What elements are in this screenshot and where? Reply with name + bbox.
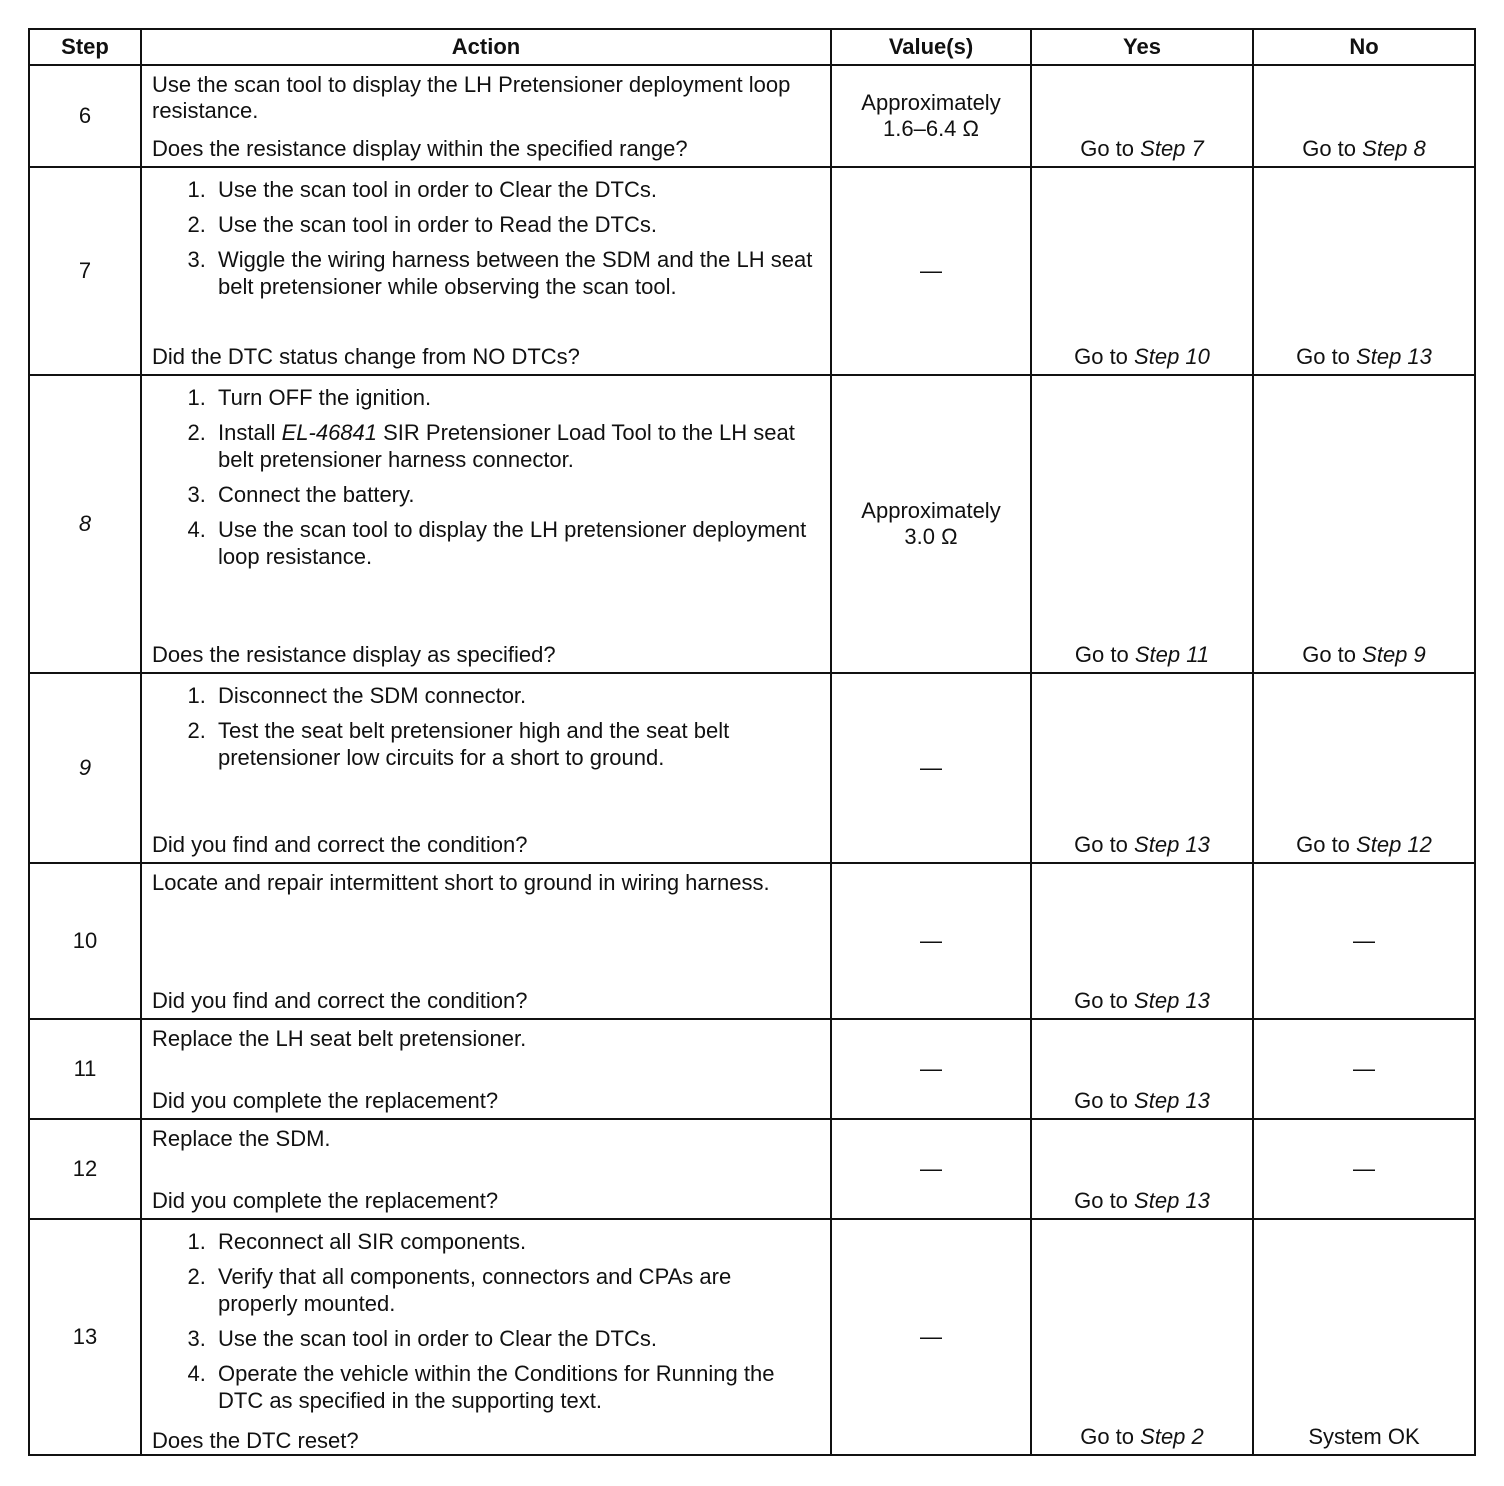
- no-cell: [1253, 375, 1475, 673]
- yes-link[interactable]: Go to Step 10: [1074, 344, 1210, 369]
- action-step-item: 3. Wiggle the wiring harness between the SDM and the LH seat belt pretensioner while observing the scan tool.: [212, 246, 816, 300]
- value-cell: [831, 673, 1031, 863]
- no-dash: —: [1353, 1156, 1375, 1181]
- value-line: 3.0 Ω: [904, 524, 958, 549]
- step-number-cell: [29, 863, 141, 1019]
- table-row: [29, 65, 1475, 167]
- value-cell: [831, 375, 1031, 673]
- action-step-item: 1. Use the scan tool in order to Clear the DTCs.: [212, 176, 816, 203]
- table-row: [29, 375, 1475, 673]
- action-cell: [141, 375, 831, 673]
- action-cell: [141, 1019, 831, 1119]
- action-steps-list: [152, 1228, 816, 1422]
- action-step-item: 4. Operate the vehicle within the Conditions for Running the DTC as specified in the supporting text.: [212, 1360, 816, 1414]
- yes-cell: [1031, 1219, 1253, 1455]
- yes-cell: [1031, 863, 1253, 1019]
- action-question: Did the DTC status change from NO DTCs?: [152, 344, 580, 369]
- yes-cell: [1031, 673, 1253, 863]
- action-question: Did you find and correct the condition?: [152, 988, 528, 1013]
- value-dash: —: [920, 928, 942, 953]
- action-step-item: 1. Disconnect the SDM connector.: [212, 682, 816, 709]
- table-row: [29, 167, 1475, 375]
- action-step-item: 3. Use the scan tool in order to Clear the DTCs.: [212, 1325, 816, 1352]
- step-number-cell: [29, 673, 141, 863]
- no-link[interactable]: Go to Step 13: [1296, 344, 1432, 369]
- step-number-cell: [29, 167, 141, 375]
- no-dash: —: [1353, 1056, 1375, 1081]
- action-step-item: 4. Use the scan tool to display the LH pretensioner deployment loop resistance.: [212, 516, 816, 570]
- action-step-item: 2. Install EL-46841 SIR Pretensioner Load Tool to the LH seat belt pretensioner harness connector.: [212, 419, 816, 473]
- table-row: [29, 863, 1475, 1019]
- yes-cell: [1031, 65, 1253, 167]
- table-row: [29, 1219, 1475, 1455]
- value-line: Approximately: [861, 90, 1001, 115]
- action-steps-list: [152, 176, 816, 308]
- value-dash: —: [920, 1056, 942, 1081]
- yes-link[interactable]: Go to Step 7: [1080, 136, 1204, 161]
- yes-link[interactable]: Go to Step 2: [1080, 1424, 1204, 1449]
- value-cell: [831, 65, 1031, 167]
- header-step: Step: [29, 29, 141, 65]
- no-dash: —: [1353, 928, 1375, 953]
- action-question: Does the DTC reset?: [152, 1428, 359, 1453]
- yes-cell: [1031, 167, 1253, 375]
- action-cell: [141, 65, 831, 167]
- action-description: Use the scan tool to display the LH Pretensioner deployment loop resistance.: [152, 72, 791, 123]
- no-cell: [1253, 167, 1475, 375]
- yes-link[interactable]: Go to Step 13: [1074, 832, 1210, 857]
- action-question: Does the resistance display within the specified range?: [152, 136, 688, 161]
- table-row: [29, 673, 1475, 863]
- action-cell: [141, 673, 831, 863]
- no-cell: [1253, 1219, 1475, 1455]
- action-description: Locate and repair intermittent short to ground in wiring harness.: [152, 870, 770, 895]
- yes-cell: [1031, 375, 1253, 673]
- value-cell: [831, 1019, 1031, 1119]
- value-line: Approximately: [861, 498, 1001, 523]
- yes-link[interactable]: Go to Step 13: [1074, 1188, 1210, 1213]
- no-link[interactable]: Go to Step 9: [1302, 642, 1426, 667]
- no-cell: [1253, 673, 1475, 863]
- system-ok-text: System OK: [1308, 1424, 1420, 1449]
- action-step-item: 2. Use the scan tool in order to Read the DTCs.: [212, 211, 816, 238]
- value-cell: [831, 863, 1031, 1019]
- step-number-cell: [29, 375, 141, 673]
- header-yes: Yes: [1031, 29, 1253, 65]
- value-cell: [831, 1219, 1031, 1455]
- yes-link[interactable]: Go to Step 13: [1074, 988, 1210, 1013]
- value-dash: —: [920, 1156, 942, 1181]
- value-line: 1.6–6.4 Ω: [883, 116, 979, 141]
- step-number: 7: [78, 258, 92, 283]
- no-cell: [1253, 1119, 1475, 1219]
- step-number-cell: [29, 65, 141, 167]
- value-cell: [831, 1119, 1031, 1219]
- action-step-item: 3. Connect the battery.: [212, 481, 816, 508]
- action-cell: [141, 167, 831, 375]
- step-number: 6: [78, 103, 92, 128]
- no-cell: [1253, 1019, 1475, 1119]
- step-number-cell: [29, 1119, 141, 1219]
- yes-link[interactable]: Go to Step 13: [1074, 1088, 1210, 1113]
- no-link[interactable]: Go to Step 12: [1296, 832, 1432, 857]
- action-cell: [141, 863, 831, 1019]
- no-cell: [1253, 65, 1475, 167]
- yes-cell: [1031, 1119, 1253, 1219]
- yes-cell: [1031, 1019, 1253, 1119]
- value-cell: [831, 167, 1031, 375]
- no-link[interactable]: Go to Step 8: [1302, 136, 1426, 161]
- step-number: 8: [78, 511, 92, 536]
- value-dash: —: [920, 755, 942, 780]
- step-number: 11: [73, 1056, 97, 1081]
- tool-name: EL-46841: [281, 420, 378, 445]
- no-cell: [1253, 863, 1475, 1019]
- header-action: Action: [141, 29, 831, 65]
- action-description: Replace the SDM.: [152, 1126, 331, 1151]
- action-step-item: 1. Turn OFF the ignition.: [212, 384, 816, 411]
- action-cell: [141, 1119, 831, 1219]
- step-number-cell: [29, 1219, 141, 1455]
- action-question: Did you complete the replacement?: [152, 1088, 499, 1113]
- action-cell: [141, 1219, 831, 1455]
- table-row: [29, 1119, 1475, 1219]
- action-step-item: 2. Verify that all components, connectors and CPAs are properly mounted.: [212, 1263, 816, 1317]
- table-row: [29, 1019, 1475, 1119]
- action-step-item: 1. Reconnect all SIR components.: [212, 1228, 816, 1255]
- step-number: 12: [72, 1156, 98, 1181]
- action-question: Does the resistance display as specified?: [152, 642, 556, 667]
- value-dash: —: [920, 1324, 942, 1349]
- value-dash: —: [920, 258, 942, 283]
- action-steps-list: [152, 682, 816, 779]
- header-values: Value(s): [831, 29, 1031, 65]
- step-number: 9: [78, 755, 92, 780]
- action-question: Did you complete the replacement?: [152, 1188, 499, 1213]
- header-row: [29, 29, 1475, 65]
- step-number-cell: [29, 1019, 141, 1119]
- action-steps-list: [152, 384, 816, 578]
- diagnostic-table: [28, 28, 1476, 1456]
- action-question: Did you find and correct the condition?: [152, 832, 528, 857]
- header-no: No: [1253, 29, 1475, 65]
- action-description: Replace the LH seat belt pretensioner.: [152, 1026, 527, 1051]
- step-number: 10: [72, 928, 98, 953]
- step-number: 13: [72, 1324, 98, 1349]
- action-step-item: 2. Test the seat belt pretensioner high and the seat belt pretensioner low circuits for a short to ground.: [212, 717, 816, 771]
- yes-link[interactable]: Go to Step 11: [1074, 642, 1210, 667]
